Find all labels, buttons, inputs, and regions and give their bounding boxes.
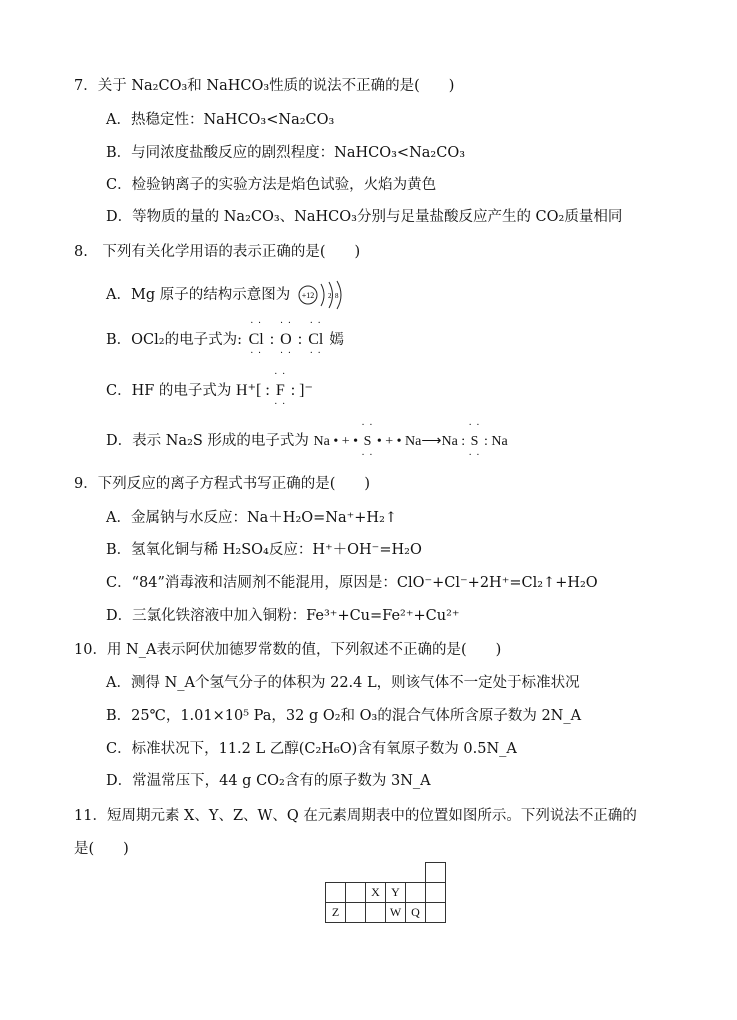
q10-option-b: B．25℃，1.01×10⁵ Pa，32 g O₂和 O₃的混合气体所含原子数为 2N_A xyxy=(106,708,582,724)
na2s-formation-formula: Na • + • · · S · · • + • Na⟶Na : · · S · · : Na xyxy=(314,434,508,449)
q10-option-d: D．常温常压下，44 g CO₂含有的原子数为 3N_A xyxy=(106,773,431,789)
q8-option-c xyxy=(106,381,313,401)
q8-stem: 8. 下列有关化学用语的表示正确的是( ) xyxy=(74,244,361,260)
q8-option-d-text: D．表示 Na₂S 形成的电子式为 xyxy=(106,433,309,449)
q7-option-a: A．热稳定性：NaHCO₃<Na₂CO₃ xyxy=(106,112,335,128)
pt-cell-y: Y xyxy=(386,883,406,903)
pt-cell xyxy=(346,903,366,923)
q7-option-b: B．与同浓度盐酸反应的剧烈程度：NaHCO₃<Na₂CO₃ xyxy=(106,145,466,161)
pt-cell xyxy=(326,883,346,903)
q7-stem: 7．关于 Na₂CO₃和 NaHCO₃性质的说法不正确的是( ) xyxy=(74,78,455,94)
q9-option-d: D．三氯化铁溶液中加入铜粉：Fe³⁺+Cu=Fe²⁺+Cu²⁺ xyxy=(106,608,460,624)
pt-cell xyxy=(346,883,366,903)
q7-option-c: C．检验钠离子的实验方法是焰色试验，火焰为黄色 xyxy=(106,177,437,193)
pt-cell-x: X xyxy=(366,883,386,903)
svg-text:8: 8 xyxy=(334,292,339,300)
q11-stem-line1: 11．短周期元素 X、Y、Z、W、Q 在元素周期表中的位置如图所示。下列说法不正确的 xyxy=(74,808,637,824)
pt-cell-z: Z xyxy=(326,903,346,923)
q8-option-d xyxy=(106,431,508,452)
q10-option-c: C．标准状况下，11.2 L 乙醇(C₂H₆O)含有氧原子数为 0.5N_A xyxy=(106,741,517,757)
pt-cell xyxy=(366,903,386,923)
q9-option-b: B．氢氧化铜与稀 H₂SO₄反应：H⁺＋OH⁻=H₂O xyxy=(106,542,422,558)
periodic-row-1 xyxy=(326,883,446,903)
pt-cell-q: Q xyxy=(406,903,426,923)
mg-nucleus-label: +12 xyxy=(301,291,315,300)
q10-option-a: A．测得 N_A个氢气分子的体积为 22.4 L，则该气体不一定处于标准状况 xyxy=(106,675,580,691)
q8-option-a xyxy=(106,280,351,310)
q8-option-c-text: C．HF 的电子式为 xyxy=(106,383,232,399)
periodic-row-2 xyxy=(326,903,446,923)
q9-option-a: A．金属钠与水反应：Na＋H₂O=Na⁺+H₂↑ xyxy=(106,510,398,526)
svg-text:2: 2 xyxy=(327,292,332,300)
periodic-table-fragment xyxy=(325,862,446,923)
pt-cell xyxy=(406,883,426,903)
q7-option-d: D．等物质的量的 Na₂CO₃、NaHCO₃分别与足量盐酸反应产生的 CO₂质量相同 xyxy=(106,209,623,225)
q8-option-b-text: B．OCl₂的电子式为: xyxy=(106,332,242,348)
q8-option-b-tail: 嫣 xyxy=(329,332,344,348)
q8-option-b xyxy=(106,330,344,350)
pt-cell xyxy=(426,903,446,923)
pt-cell-w: W xyxy=(386,903,406,923)
pt-cell xyxy=(426,883,446,903)
ocl2-electron-formula: · · Cl · · : · · O · · : · · Cl · · xyxy=(247,331,330,348)
mg-atom-structure-diagram xyxy=(297,280,351,310)
hf-electron-formula: H⁺[ : · · F · · : ]⁻ xyxy=(236,382,313,399)
q10-stem: 10．用 N_A表示阿伏加德罗常数的值，下列叙述不正确的是( ) xyxy=(74,642,502,658)
q8-option-a-text: A．Mg 原子的结构示意图为 xyxy=(106,287,291,303)
q9-stem: 9．下列反应的离子方程式书写正确的是( ) xyxy=(74,476,371,492)
q11-stem-line2: 是( ) xyxy=(74,841,129,857)
q9-option-c: C．“84”消毒液和洁厕剂不能混用，原因是：ClO⁻+Cl⁻+2H⁺=Cl₂↑+H₂O xyxy=(106,575,598,591)
